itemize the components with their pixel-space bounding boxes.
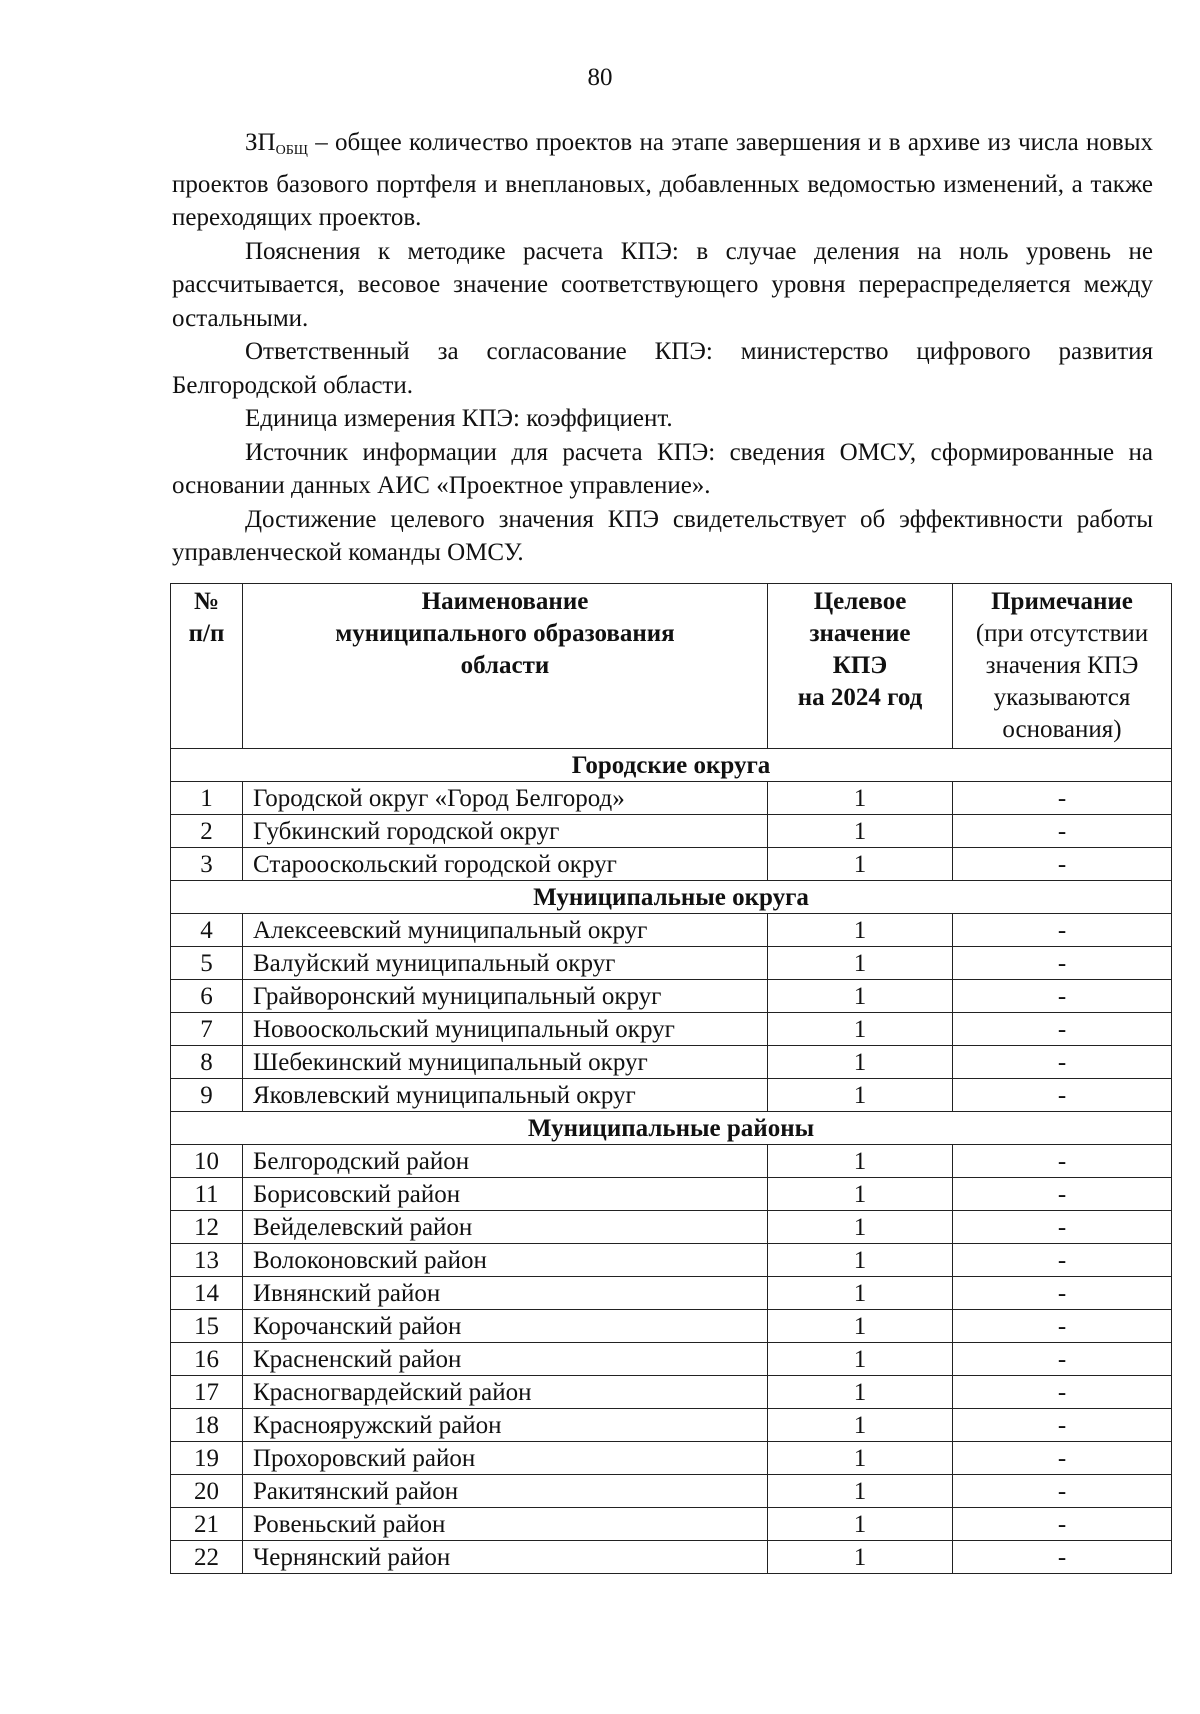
body-text (172, 126, 1153, 570)
municipality-name: Шебекинский муниципальный округ (243, 1046, 768, 1079)
row-number: 8 (171, 1046, 243, 1079)
target-value: 1 (768, 1310, 953, 1343)
group-header-row (171, 749, 1172, 782)
table-row (171, 848, 1172, 881)
row-number: 2 (171, 815, 243, 848)
municipality-name: Ровеньский район (243, 1508, 768, 1541)
row-note: - (953, 1343, 1172, 1376)
table-header-row (171, 584, 1172, 749)
formula-subscript: ОБЩ (275, 143, 308, 158)
kpi-table-container (170, 583, 1172, 1574)
group-header-row (171, 881, 1172, 914)
table-row (171, 1178, 1172, 1211)
page-number: 80 (587, 64, 613, 91)
row-number: 21 (171, 1508, 243, 1541)
target-value: 1 (768, 1376, 953, 1409)
target-value: 1 (768, 1046, 953, 1079)
row-note: - (953, 1508, 1172, 1541)
table-row (171, 1244, 1172, 1277)
table-row (171, 1079, 1172, 1112)
row-note: - (953, 947, 1172, 980)
header-target-value: Целевое значение КПЭ на 2024 год (768, 584, 953, 749)
row-note: - (953, 1409, 1172, 1442)
formula-symbol: ЗП (245, 129, 276, 156)
table-row (171, 1145, 1172, 1178)
table-row (171, 1211, 1172, 1244)
municipality-name: Корочанский район (243, 1310, 768, 1343)
row-number: 4 (171, 914, 243, 947)
row-note: - (953, 1475, 1172, 1508)
row-note: - (953, 1079, 1172, 1112)
row-number: 10 (171, 1145, 243, 1178)
table-row (171, 1376, 1172, 1409)
table-row (171, 782, 1172, 815)
row-number: 20 (171, 1475, 243, 1508)
row-note: - (953, 1046, 1172, 1079)
row-number: 16 (171, 1343, 243, 1376)
target-value: 1 (768, 1244, 953, 1277)
target-value: 1 (768, 848, 953, 881)
municipality-name: Алексеевский муниципальный округ (243, 914, 768, 947)
row-number: 6 (171, 980, 243, 1013)
row-number: 11 (171, 1178, 243, 1211)
target-value: 1 (768, 1409, 953, 1442)
municipality-name: Городской округ «Город Белгород» (243, 782, 768, 815)
group-header-row (171, 1112, 1172, 1145)
municipality-name: Губкинский городской округ (243, 815, 768, 848)
group-title: Муниципальные районы (171, 1112, 1172, 1145)
table-row (171, 1475, 1172, 1508)
row-note: - (953, 1145, 1172, 1178)
target-value: 1 (768, 1277, 953, 1310)
row-note: - (953, 1541, 1172, 1574)
paragraph-source: Источник информации для расчета КПЭ: сведения ОМСУ, сформированные на основании данных АИС «Проектное управление». (172, 438, 1153, 499)
table-row (171, 1046, 1172, 1079)
row-note: - (953, 1244, 1172, 1277)
municipality-name: Красногвардейский район (243, 1376, 768, 1409)
row-note: - (953, 1178, 1172, 1211)
table-row (171, 1343, 1172, 1376)
header-note: Примечание (при отсутствии значения КПЭ указываются основания) (953, 584, 1172, 749)
group-title: Муниципальные округа (171, 881, 1172, 914)
row-note: - (953, 1277, 1172, 1310)
table-row (171, 980, 1172, 1013)
target-value: 1 (768, 1178, 953, 1211)
target-value: 1 (768, 1442, 953, 1475)
target-value: 1 (768, 1541, 953, 1574)
paragraph-achievement: Достижение целевого значения КПЭ свидетельствует об эффективности работы управленческой команды ОМСУ. (172, 505, 1153, 566)
row-number: 3 (171, 848, 243, 881)
municipality-name: Вейделевский район (243, 1211, 768, 1244)
paragraph-responsible: Ответственный за согласование КПЭ: министерство цифрового развития Белгородской области. (172, 338, 1153, 399)
header-number: № п/п (171, 584, 243, 749)
target-value: 1 (768, 1145, 953, 1178)
target-value: 1 (768, 947, 953, 980)
row-note: - (953, 1310, 1172, 1343)
row-note: - (953, 1442, 1172, 1475)
municipality-name: Волоконовский район (243, 1244, 768, 1277)
municipality-name: Красненский район (243, 1343, 768, 1376)
row-number: 15 (171, 1310, 243, 1343)
row-number: 19 (171, 1442, 243, 1475)
row-note: - (953, 1013, 1172, 1046)
municipality-name: Краснояружский район (243, 1409, 768, 1442)
table-row (171, 1442, 1172, 1475)
row-number: 17 (171, 1376, 243, 1409)
definition-text: – общее количество проектов на этапе завершения и в архиве из числа новых проектов базового портфеля и внеплановых, добавленных ведомостью изменений, а также переходящих проектов. (172, 129, 1153, 231)
row-number: 22 (171, 1541, 243, 1574)
table-row (171, 1310, 1172, 1343)
row-note: - (953, 914, 1172, 947)
paragraph-method-notes: Пояснения к методике расчета КПЭ: в случае деления на ноль уровень не рассчитывается, весовое значение соответствующего уровня перераспределяется между остальными. (172, 237, 1153, 332)
target-value: 1 (768, 1013, 953, 1046)
municipality-name: Старооскольский городской округ (243, 848, 768, 881)
row-number: 12 (171, 1211, 243, 1244)
target-value: 1 (768, 1211, 953, 1244)
row-note: - (953, 815, 1172, 848)
table-body (171, 749, 1172, 1574)
paragraph-unit: Единица измерения КПЭ: коэффициент. (245, 405, 673, 432)
row-number: 5 (171, 947, 243, 980)
target-value: 1 (768, 980, 953, 1013)
target-value: 1 (768, 914, 953, 947)
target-value: 1 (768, 1475, 953, 1508)
municipality-name: Чернянский район (243, 1541, 768, 1574)
municipality-name: Борисовский район (243, 1178, 768, 1211)
row-note: - (953, 980, 1172, 1013)
header-name: Наименование муниципального образования области (243, 584, 768, 749)
table-row (171, 1541, 1172, 1574)
municipality-name: Новооскольский муниципальный округ (243, 1013, 768, 1046)
target-value: 1 (768, 1508, 953, 1541)
table-row (171, 1013, 1172, 1046)
municipality-name: Белгородский район (243, 1145, 768, 1178)
target-value: 1 (768, 815, 953, 848)
table-row (171, 1508, 1172, 1541)
municipality-name: Ивнянский район (243, 1277, 768, 1310)
municipality-name: Ракитянский район (243, 1475, 768, 1508)
paragraph-definition (172, 126, 1153, 235)
target-value: 1 (768, 782, 953, 815)
row-note: - (953, 848, 1172, 881)
row-note: - (953, 1376, 1172, 1409)
row-number: 14 (171, 1277, 243, 1310)
row-note: - (953, 782, 1172, 815)
table-row (171, 1277, 1172, 1310)
row-note: - (953, 1211, 1172, 1244)
municipality-name: Яковлевский муниципальный округ (243, 1079, 768, 1112)
row-number: 1 (171, 782, 243, 815)
table-row (171, 947, 1172, 980)
row-number: 18 (171, 1409, 243, 1442)
table-row (171, 1409, 1172, 1442)
municipality-name: Грайворонский муниципальный округ (243, 980, 768, 1013)
group-title: Городские округа (171, 749, 1172, 782)
table-row (171, 914, 1172, 947)
row-number: 13 (171, 1244, 243, 1277)
table-row (171, 815, 1172, 848)
row-number: 9 (171, 1079, 243, 1112)
municipality-name: Валуйский муниципальный округ (243, 947, 768, 980)
target-value: 1 (768, 1343, 953, 1376)
kpi-table (170, 583, 1172, 1574)
municipality-name: Прохоровский район (243, 1442, 768, 1475)
row-number: 7 (171, 1013, 243, 1046)
target-value: 1 (768, 1079, 953, 1112)
